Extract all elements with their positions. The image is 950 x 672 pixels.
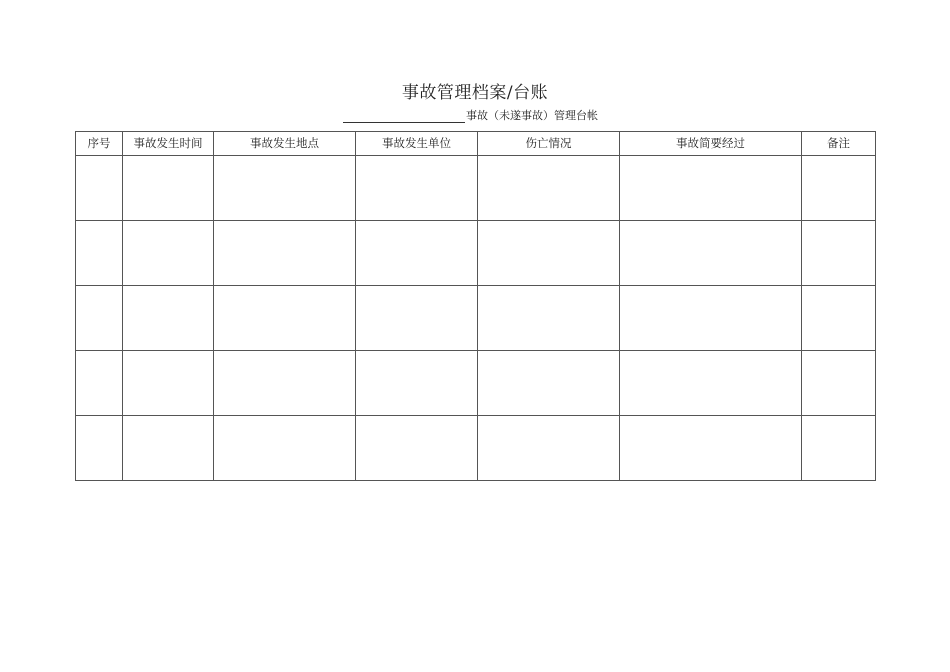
table-cell [123,351,214,416]
table-cell [620,416,802,481]
table-row [76,351,876,416]
table-cell [76,286,123,351]
document-subtitle [343,107,598,123]
table-cell [76,221,123,286]
table-row [76,286,876,351]
table-row [76,221,876,286]
table-row [76,416,876,481]
header-accident-summary: 事故简要经过 [620,132,802,156]
table-cell [620,156,802,221]
table-cell [123,221,214,286]
table-cell [356,286,478,351]
header-remarks: 备注 [802,132,876,156]
table-header-row [76,132,876,156]
header-accident-unit: 事故发生单位 [356,132,478,156]
table-cell [802,416,876,481]
table-row [76,156,876,221]
table-cell [478,221,620,286]
table-cell [620,351,802,416]
fill-in-blank-line [343,110,465,123]
table-cell [214,286,356,351]
table-cell [356,416,478,481]
table-cell [356,156,478,221]
subtitle-text: 事故（未遂事故）管理台帐 [466,109,598,122]
table-cell [76,156,123,221]
document-title: 事故管理档案/台账 [401,83,549,103]
table-cell [356,221,478,286]
table-cell [478,351,620,416]
table-cell [802,351,876,416]
table-cell [214,416,356,481]
table-cell [478,286,620,351]
header-accident-time: 事故发生时间 [123,132,214,156]
table-cell [123,286,214,351]
table-cell [123,416,214,481]
table-cell [123,156,214,221]
table-cell [802,221,876,286]
header-accident-location: 事故发生地点 [214,132,356,156]
table-cell [620,221,802,286]
table-cell [356,351,478,416]
table-cell [802,156,876,221]
table-cell [76,416,123,481]
header-serial-number: 序号 [76,132,123,156]
table-cell [478,156,620,221]
table-cell [478,416,620,481]
header-casualties: 伤亡情况 [478,132,620,156]
accident-ledger-table [75,131,876,481]
table-cell [76,351,123,416]
table-cell [802,286,876,351]
table-cell [214,156,356,221]
table-cell [214,221,356,286]
table-cell [620,286,802,351]
table-cell [214,351,356,416]
